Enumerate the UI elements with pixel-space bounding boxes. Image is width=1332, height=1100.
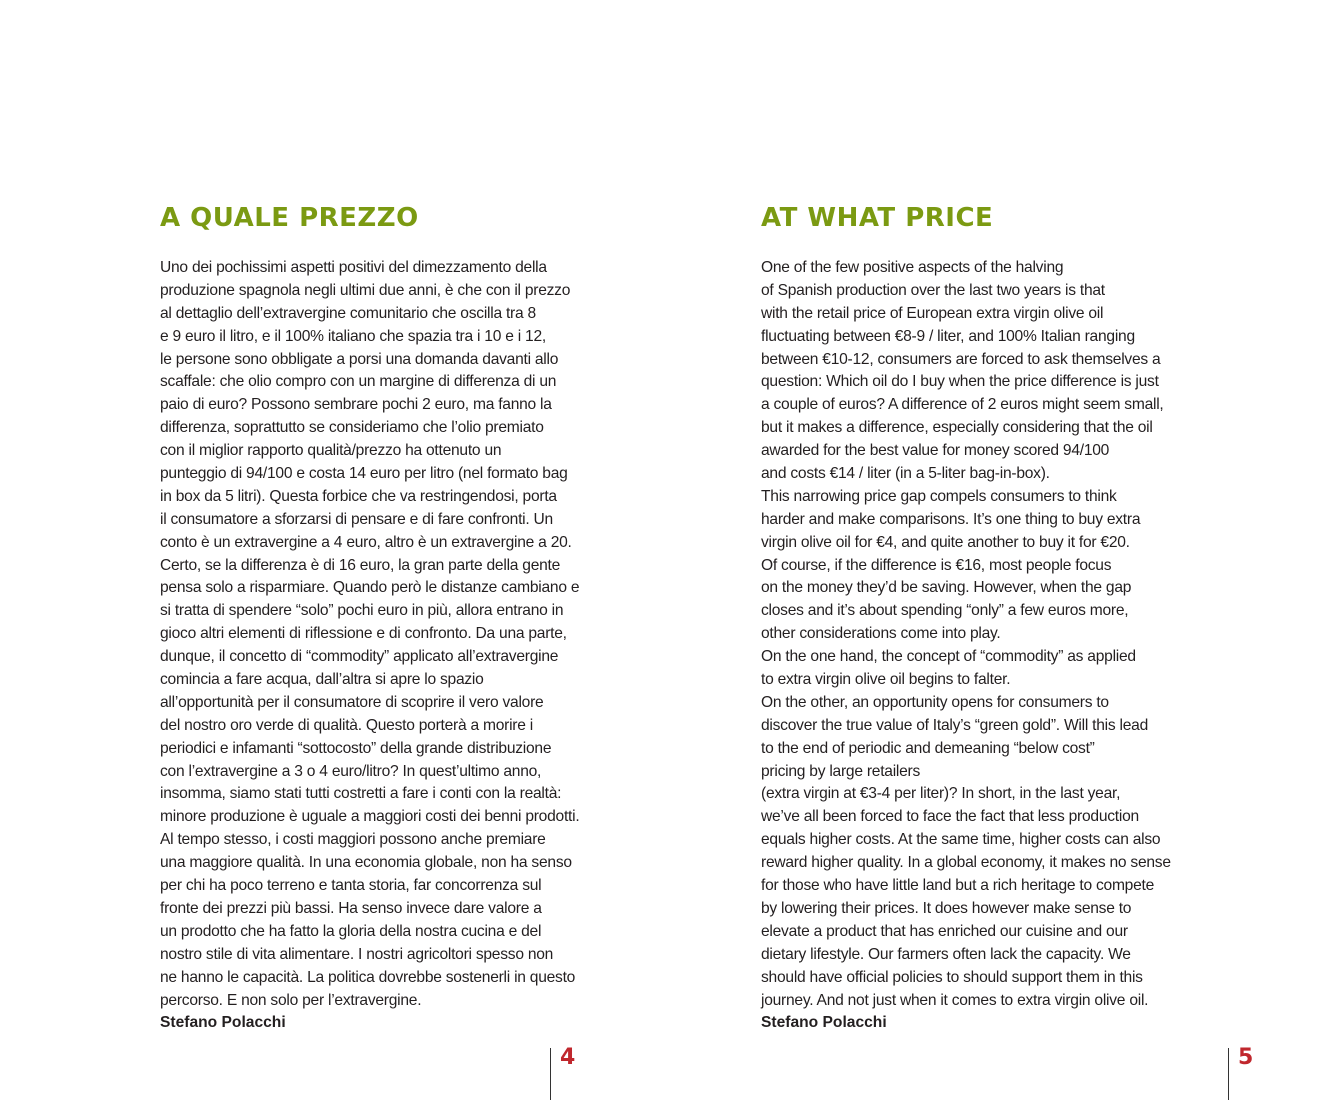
body-line: produzione spagnola negli ultimi due anni, è che con il prezzo [160, 281, 571, 299]
body-line: other considerations come into play. [761, 625, 1001, 643]
body-line: for those who have little land but a rich heritage to compete [761, 877, 1155, 895]
body-line: Certo, se la differenza è di 16 euro, la gran parte della gente [160, 556, 561, 574]
body-line: On the one hand, the concept of “commodity” as applied [761, 648, 1136, 666]
left-page-body [160, 257, 580, 1035]
body-line: dunque, il concetto di “commodity” applicato all’extravergine [160, 648, 559, 666]
body-line: harder and make comparisons. It’s one thing to buy extra [761, 510, 1141, 528]
body-line: nostro stile di vita alimentare. I nostri agricoltori spesso non [160, 945, 554, 963]
body-line: to the end of periodic and demeaning “below cost” [761, 739, 1095, 757]
body-line: Al tempo stesso, i costi maggiori possono anche premiare [160, 831, 546, 849]
body-line: on the money they’d be saving. However, when the gap [761, 579, 1132, 597]
body-line: un prodotto che ha fatto la gloria della nostra cucina e del [160, 922, 542, 940]
body-line: del nostro oro verde di qualità. Questo porterà a morire i [160, 716, 533, 734]
body-line: e 9 euro il litro, e il 100% italiano che spazia tra i 10 e i 12, [160, 327, 546, 345]
body-line: question: Which oil do I buy when the price difference is just [761, 373, 1159, 391]
body-line: with the retail price of European extra virgin olive oil [761, 304, 1104, 322]
body-line: fronte dei prezzi più bassi. Ha senso invece dare valore a [160, 899, 542, 917]
body-line: conto è un extravergine a 4 euro, altro è un extravergine a 20. [160, 533, 572, 551]
author-name: Stefano Polacchi [761, 1014, 887, 1032]
body-line: a couple of euros? A difference of 2 euros might seem small, [761, 396, 1164, 414]
body-line: gioco altri elementi di riflessione e di confronto. Da una parte, [160, 625, 567, 643]
body-line: journey. And not just when it comes to extra virgin olive oil. [761, 991, 1149, 1009]
page-marker-right [1228, 1045, 1254, 1100]
body-line: per chi ha poco terreno e tanta storia, far concorrenza sul [160, 877, 542, 895]
body-line: we’ve all been forced to face the fact that less production [761, 808, 1139, 826]
page-marker-left [550, 1045, 576, 1100]
body-line: comincia a fare acqua, dall’altra si apre lo spazio [160, 671, 484, 689]
body-line: al dettaglio dell’extravergine comunitario che oscilla tra 8 [160, 304, 536, 322]
body-line: con il miglior rapporto qualità/prezzo ha ottenuto un [160, 442, 502, 460]
body-line: should have official policies to should support them in this [761, 968, 1143, 986]
body-line: elevate a product that has enriched our cuisine and our [761, 922, 1128, 940]
right-page-title: AT WHAT PRICE [761, 203, 994, 233]
right-page-article [761, 200, 1171, 1035]
body-line: pensa solo a risparmiare. Quando però le distanze cambiano e [160, 579, 580, 597]
body-line: periodici e infamanti “sottocosto” della grande distribuzione [160, 739, 552, 757]
right-page-body [761, 257, 1171, 1035]
left-page-article [160, 200, 580, 1035]
body-line: discover the true value of Italy’s “green gold”. Will this lead [761, 716, 1148, 734]
body-line: scaffale: che olio compro con un margine di differenza di un [160, 373, 557, 391]
body-line: reward higher quality. In a global economy, it makes no sense [761, 854, 1171, 872]
body-line: all’opportunità per il consumatore di scoprire il vero valore [160, 693, 544, 711]
body-line: to extra virgin olive oil begins to falter. [761, 671, 1011, 689]
body-line: This narrowing price gap compels consumers to think [761, 487, 1117, 505]
body-line: equals higher costs. At the same time, higher costs can also [761, 831, 1161, 849]
body-line: una maggiore qualità. In una economia globale, non ha senso [160, 854, 572, 872]
body-line: Of course, if the difference is €16, most people focus [761, 556, 1112, 574]
body-line: and costs €14 / liter (in a 5-liter bag-in-box). [761, 465, 1050, 483]
body-line: virgin olive oil for €4, and quite another to buy it for €20. [761, 533, 1130, 551]
page-number: 4 [560, 1045, 576, 1070]
body-line: awarded for the best value for money scored 94/100 [761, 442, 1110, 460]
body-line: of Spanish production over the last two years is that [761, 281, 1105, 299]
body-line: One of the few positive aspects of the halving [761, 259, 1064, 276]
body-line: dietary lifestyle. Our farmers often lack the capacity. We [761, 945, 1131, 963]
body-line: ne hanno le capacità. La politica dovrebbe sostenerli in questo [160, 968, 576, 986]
body-line: percorso. E non solo per l’extravergine. [160, 991, 422, 1009]
body-line: il consumatore a sforzarsi di pensare e di fare confronti. Un [160, 510, 553, 528]
body-line: insomma, siamo stati tutti costretti a fare i conti con la realtà: [160, 785, 562, 803]
body-line: punteggio di 94/100 e costa 14 euro per litro (nel formato bag [160, 465, 568, 483]
page-number: 5 [1238, 1045, 1254, 1070]
body-line: closes and it’s about spending “only” a few euros more, [761, 602, 1129, 620]
body-line: On the other, an opportunity opens for consumers to [761, 693, 1109, 711]
left-page-title: A QUALE PREZZO [160, 203, 419, 233]
body-line: paio di euro? Possono sembrare pochi 2 euro, ma fanno la [160, 396, 552, 414]
body-line: minore produzione è uguale a maggiori costi dei benni prodotti. [160, 808, 580, 826]
author-name: Stefano Polacchi [160, 1014, 286, 1032]
body-line: but it makes a difference, especially considering that the oil [761, 419, 1153, 437]
body-line: differenza, soprattutto se consideriamo che l’olio premiato [160, 419, 544, 437]
body-line: pricing by large retailers [761, 762, 921, 780]
body-line: in box da 5 litri). Questa forbice che va restringendosi, porta [160, 487, 557, 505]
body-line: Uno dei pochissimi aspetti positivi del dimezzamento della [160, 259, 547, 276]
body-line: (extra virgin at €3-4 per liter)? In short, in the last year, [761, 785, 1121, 803]
body-line: fluctuating between €8-9 / liter, and 100% Italian ranging [761, 327, 1135, 345]
body-line: con l’extravergine a 3 o 4 euro/litro? In quest’ultimo anno, [160, 762, 542, 780]
body-line: le persone sono obbligate a porsi una domanda davanti allo [160, 350, 559, 368]
body-line: si tratta di spendere “solo” pochi euro in più, allora entrano in [160, 602, 564, 620]
body-line: between €10-12, consumers are forced to ask themselves a [761, 350, 1161, 368]
body-line: by lowering their prices. It does however make sense to [761, 899, 1132, 917]
